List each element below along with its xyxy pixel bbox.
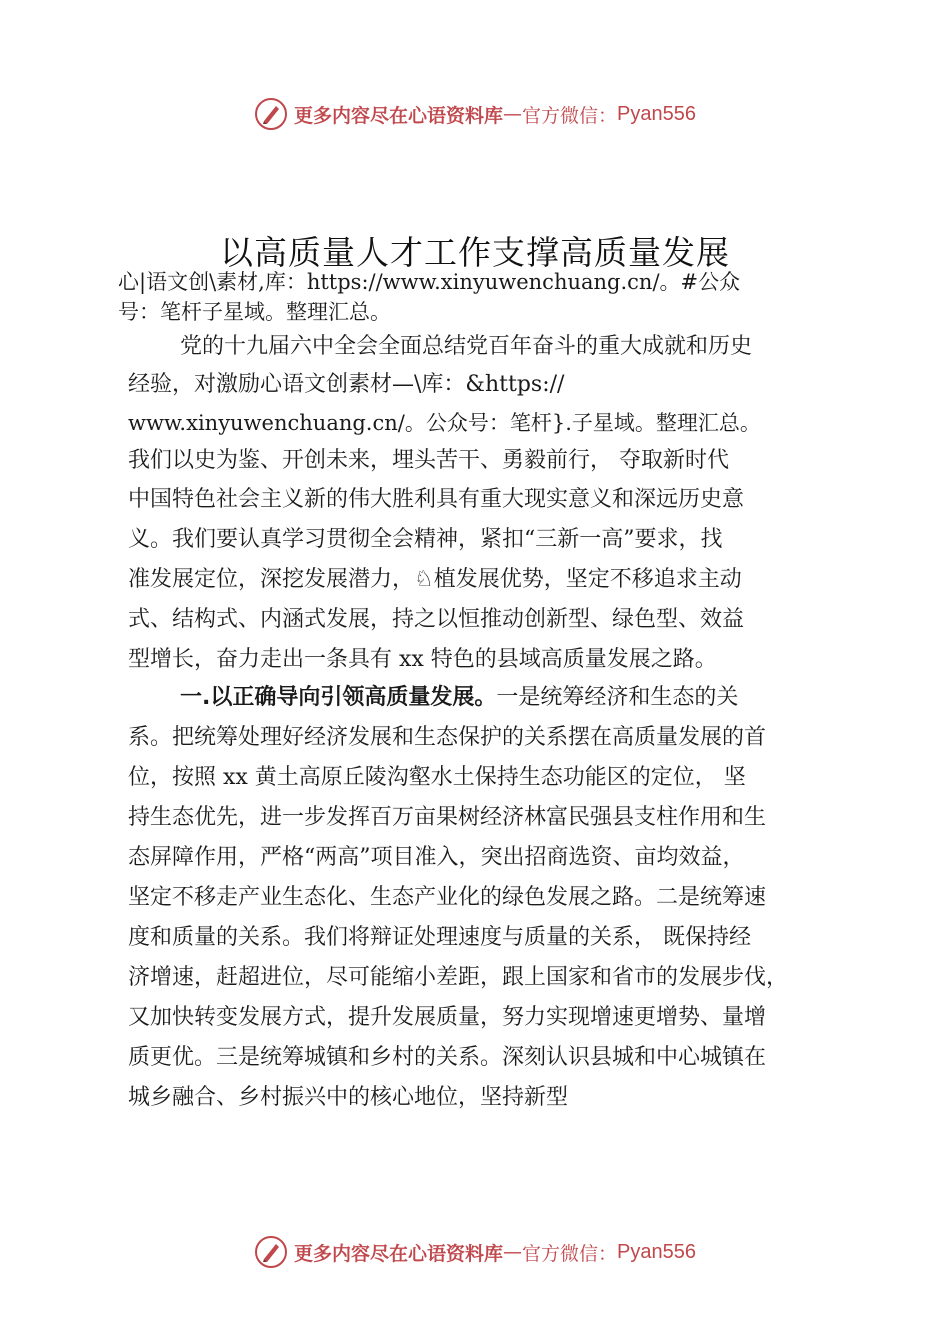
document-title: 以高质量人才工作支撑高质量发展 — [220, 233, 730, 272]
header-watermark — [0, 94, 950, 134]
watermark-wechat-id: Pyan556 — [617, 102, 696, 125]
paragraph-line: 济增速，赶超进位，尽可能缩小差距，跟上国家和省市的发展步伐， — [128, 965, 789, 990]
footer-watermark — [0, 1232, 950, 1272]
watermark-text: 更多内容尽在心语资料库 — [294, 1242, 504, 1265]
paragraph-line: 城乡融合、乡村振兴中的核心地位，坚持新型 — [128, 1085, 569, 1110]
watermark-text: 更多内容尽在心语资料库 — [294, 104, 504, 127]
paragraph-line: 坚定不移走产业生态化、生态产业化的绿色发展之路。二是统筹速 — [128, 885, 767, 910]
watermark-wechat-id: Pyan556 — [617, 1240, 696, 1263]
paragraph-line: 质更优。三是统筹城镇和乡村的关系。深刻认识县城和中心城镇在 — [128, 1045, 767, 1070]
source-line: 心|语文创\素材,库：https://www.xinyuwenchuang.cn/。#公众 — [118, 270, 741, 294]
paragraph-line: 态屏障作用，严格“两高”项目准入，突出招商选资、亩均效益， — [128, 845, 745, 870]
watermark-dash: — — [503, 103, 523, 125]
source-line: 号：笔杆子星域。整理汇总。 — [118, 300, 391, 324]
paragraph-line: 持生态优先，进一步发挥百万亩果树经济林富民强县支柱作用和生 — [128, 805, 767, 830]
paragraph-line: 式、结构式、内涵式发展，持之以恒推动创新型、绿色型、效益 — [128, 607, 745, 632]
watermark-dash: — — [503, 1241, 523, 1263]
section-first-line — [180, 683, 738, 713]
paragraph-line: 系。把统筹处理好经济发展和生态保护的关系摆在高质量发展的首 — [128, 725, 767, 750]
paragraph-line: 又加快转变发展方式，提升发展质量，努力实现增速更增势、量增 — [128, 1005, 767, 1030]
paragraph-line: 位，按照 xx 黄土高原丘陵沟壑水土保持生态功能区的定位， 坚 — [128, 765, 746, 790]
paragraph-line: 我们以史为鉴、开创未来，埋头苦干、勇毅前行， 夺取新时代 — [128, 448, 729, 473]
pen-logo-icon — [254, 1235, 288, 1269]
paragraph-line: 中国特色社会主义新的伟大胜利具有重大现实意义和深远历史意 — [128, 487, 745, 512]
watermark-wechat-label: 官方微信： — [522, 1242, 618, 1265]
paragraph-line: 义。我们要认真学习贯彻全会精神，紧扣“三新一高”要求，找 — [128, 527, 723, 552]
paragraph-line: www.xinyuwenchuang.cn/。公众号：笔杆}.子星域。整理汇总。 — [128, 411, 761, 435]
paragraph-line: 党的十九届六中全会全面总结党百年奋斗的重大成就和历史 — [180, 334, 753, 359]
pen-logo-icon — [254, 97, 288, 131]
paragraph-line: 度和质量的关系。我们将辩证处理速度与质量的关系， 既保持经 — [128, 925, 751, 950]
paragraph-line: 型增长，奋力走出一条具有 xx 特色的县域高质量发展之路。 — [128, 647, 717, 672]
paragraph-line: 准发展定位，深挖发展潜力，♘植发展优势，坚定不移追求主动 — [128, 567, 742, 592]
section-heading: 一.以正确导向引领高质量发展。 — [180, 685, 497, 710]
paragraph-line: 经验，对激励心语文创素材—\库：&https:// — [128, 372, 565, 397]
section-first-line-text: 一是统筹经济和生态的关 — [496, 685, 739, 710]
watermark-wechat-label: 官方微信： — [522, 104, 618, 127]
